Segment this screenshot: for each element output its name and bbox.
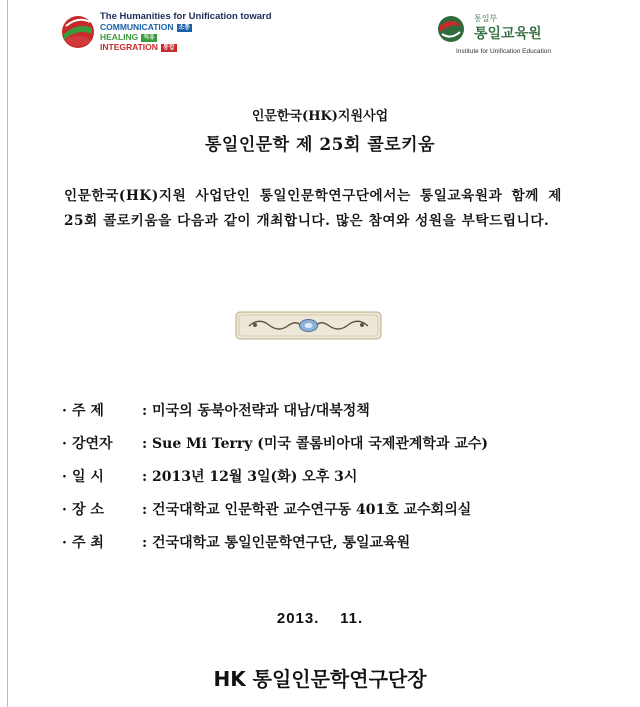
intro-paragraph: 인문한국(HK)지원 사업단인 통일인문학연구단에서는 통일교육원과 함께 제25회 콜로키움을 다음과 같이 개최합니다. 많은 참여와 성원을 부탁드립니다. [64,188,562,229]
program-subtitle: 인문한국(HK)지원사업 [251,109,389,124]
logo-tagline: The Humanities for Unification toward [100,11,272,22]
detail-row-topic: · 주 제 : 미국의 동북아전략과 대남/대북정책 [62,400,582,433]
detail-value: 2013년 12월 3일(화) 오후 3시 [152,469,358,485]
logo-communication: COMMUNICATION [100,22,174,32]
detail-key: 주 최 [72,535,104,551]
logo-integration: INTEGRATION [100,42,158,52]
detail-row-datetime: · 일 시 : 2013년 12월 3일(화) 오후 3시 [62,466,582,499]
detail-row-host: · 주 최 : 건국대학교 통일인문학연구단, 통일교육원 [62,532,582,565]
detail-value: 미국의 동북아전략과 대남/대북정책 [152,403,370,419]
logo-healing: HEALING [100,32,139,42]
detail-value: 건국대학교 통일인문학연구단, 통일교육원 [152,535,411,551]
issue-month: 11. [340,610,364,627]
ornament-divider-icon [235,311,382,340]
signer-title: HK 통일인문학연구단장 [213,667,427,691]
institute-english-name: Institute for Unification Education [456,48,552,55]
logo-tag-healing: 치유 [143,34,155,41]
logo-tag-integration: 통합 [162,44,175,51]
detail-value: Sue Mi Terry (미국 콜롬비아대 국제관계학과 교수) [152,436,489,452]
issue-year: 2013. [276,610,320,627]
ministry-label: 통일부 [474,14,498,23]
issue-date [0,610,640,627]
globe-emblem-icon [60,14,96,50]
detail-row-venue: · 장 소 : 건국대학교 인문학관 교수연구동 401호 교수회의실 [62,499,582,532]
detail-value: 건국대학교 인문학관 교수연구동 401호 교수회의실 [152,502,472,518]
detail-key: 장 소 [72,502,104,518]
taegeuk-emblem-icon [436,14,470,44]
hk-unification-logo [60,11,272,56]
colloquium-title: 통일인문학 제 25회 콜로키움 [204,135,436,155]
event-details-list [62,400,582,565]
logo-tag-communication: 소통 [178,24,191,31]
detail-key: 일 시 [72,469,104,485]
detail-row-speaker: · 강연자 : Sue Mi Terry (미국 콜롬비아대 국제관계학과 교수) [62,433,582,466]
institute-name: 통일교육원 [474,26,542,42]
detail-key: 강연자 [72,436,113,452]
detail-key: 주 제 [72,403,104,419]
unification-education-logo [436,12,576,56]
